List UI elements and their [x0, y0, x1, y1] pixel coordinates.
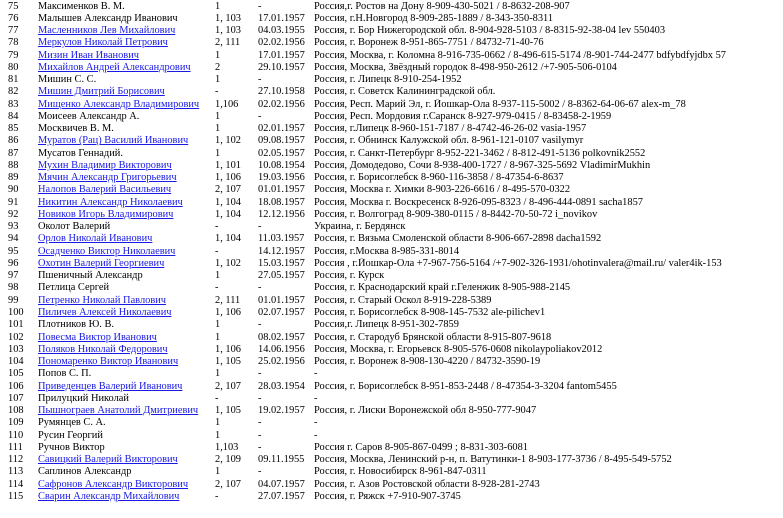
row-number: 111	[8, 441, 23, 453]
row-number: 93	[8, 221, 19, 233]
group-code: 1	[215, 123, 221, 135]
table-row	[0, 307, 783, 319]
row-number: 104	[8, 356, 24, 368]
row-number: 96	[8, 257, 19, 269]
birth-date: 27.10.1958	[258, 86, 305, 98]
group-code: -	[215, 221, 219, 233]
table-row	[0, 491, 783, 503]
birth-date: 15.03.1957	[258, 257, 305, 269]
contact-info: Россия г. Саров 8-905-867-0499 ; 8-831-303-6081	[314, 441, 528, 453]
row-number: 107	[8, 392, 24, 404]
birth-date: 27.07.1957	[258, 490, 305, 502]
table-row	[0, 184, 783, 196]
table-row	[0, 430, 783, 442]
birth-date: 02.02.1956	[258, 37, 305, 49]
table-row	[0, 221, 783, 233]
row-number: 113	[8, 466, 24, 478]
person-name: Мусатов Геннадий.	[38, 147, 123, 159]
birth-date: -	[258, 282, 262, 294]
row-number: 103	[8, 343, 24, 355]
group-code: 2, 111	[215, 37, 241, 49]
birth-date: -	[258, 417, 262, 429]
row-number: 97	[8, 270, 19, 282]
table-row	[0, 13, 783, 25]
table-row	[0, 246, 783, 258]
birth-date: 08.02.1957	[258, 331, 305, 343]
group-code: 1, 106	[215, 307, 241, 318]
table-row	[0, 405, 783, 417]
birth-date: 02.05.1957	[258, 147, 305, 159]
contact-info: Россия, Москва, Звёздный городок 8-498-950-2612 /+7-905-506-0104	[314, 61, 617, 73]
group-code: -	[215, 392, 219, 404]
person-name: Саплинов Александр	[38, 466, 132, 478]
contact-info: Россия, г. Борисоглебск 8-960-116-3858 / 8-47354-6-8637	[314, 172, 564, 184]
birth-date: 14.12.1957	[258, 245, 305, 257]
group-code: 1	[215, 49, 221, 61]
row-number: 76	[8, 12, 19, 24]
table-row	[0, 454, 783, 466]
table-row	[0, 62, 783, 74]
contact-info: Россия, г. Стародуб Брянской области 8-915-807-9618	[314, 331, 552, 343]
birth-date: 04.03.1955	[258, 25, 305, 37]
row-number: 115	[8, 490, 24, 502]
table-row	[0, 282, 783, 294]
table-row	[0, 99, 783, 111]
row-number: 84	[8, 110, 19, 122]
contact-info: Россия, г. Лиски Воронежской обл 8-950-777-9047	[314, 405, 537, 417]
row-number: 88	[8, 159, 19, 171]
contact-info: Россия, Москва, Ленинский р-н, п. Ватутинки-1 8-903-177-3736 / 8-495-549-5752	[314, 454, 672, 466]
birth-date: 28.03.1954	[258, 380, 305, 392]
contact-info: Россия, г. Волгоград 8-909-380-0115 / 8-8442-70-50-72 i_novikov	[314, 208, 598, 220]
row-number: 94	[8, 233, 19, 245]
row-number: 87	[8, 147, 19, 159]
birth-date: 02.01.1957	[258, 123, 305, 135]
table-row	[0, 258, 783, 270]
contact-info: Россия, Домодедово, Сочи 8-938-400-1727 / 8-967-325-5692 VladimirMukhin	[314, 159, 651, 171]
birth-date: 10.08.1954	[258, 159, 305, 171]
group-code: 1	[215, 368, 221, 380]
person-name: Плотников Ю. В.	[38, 319, 115, 331]
person-name-link[interactable]: Мишин Дмитрий Борисович	[38, 86, 165, 98]
contact-info: Россия, г. Азов Ростовской области 8-928-281-2743	[314, 478, 540, 490]
row-number: 98	[8, 282, 19, 294]
contact-info: Россия, Респ. Марий Эл, г. Йошкар-Ола 8-937-115-5002 / 8-8362-64-06-67 alex-m_78	[314, 98, 686, 110]
person-name-link[interactable]: Мизин Иван Иванович	[38, 49, 139, 61]
contact-info: Россия, г. Обнинск Калужской обл. 8-961-121-0107 vasilymyr	[314, 135, 584, 147]
birth-date: 04.07.1957	[258, 478, 305, 490]
contact-info: Россия, г. Воронеж 8-908-130-4220 / 84732-3590-19	[314, 356, 541, 368]
birth-date: 19.02.1957	[258, 405, 305, 417]
group-code: 1	[215, 319, 221, 331]
birth-date: 01.01.1957	[258, 294, 305, 306]
birth-date: -	[258, 441, 262, 453]
contact-info: Россия, г. Старый Оскол 8-919-228-5389	[314, 294, 492, 306]
table-row	[0, 332, 783, 344]
table-row	[0, 233, 783, 245]
birth-date: 01.01.1957	[258, 184, 305, 196]
row-number: 75	[8, 0, 19, 12]
person-name-link[interactable]: Охотин Валерий Георгиевич	[38, 257, 165, 269]
person-name: Прилуцкий Николай	[38, 392, 129, 404]
person-name-link[interactable]: Петренко Николай Павлович	[38, 294, 167, 306]
group-code: 1, 104	[215, 208, 241, 220]
group-code: 1, 106	[215, 343, 241, 355]
person-name: Русин Георгий	[38, 429, 103, 441]
group-code: 2, 107	[215, 380, 241, 392]
table-row	[0, 25, 783, 37]
person-name-link[interactable]: Муратов (Рац) Василий Иванович	[38, 135, 189, 147]
table-row	[0, 270, 783, 282]
group-code: 1,106	[215, 98, 239, 110]
table-row	[0, 295, 783, 307]
birth-date: 27.05.1957	[258, 270, 305, 282]
birth-date: 29.10.1957	[258, 61, 305, 73]
person-name-link[interactable]: Меркулов Николай Петрович	[38, 37, 168, 49]
group-code: 1, 103	[215, 25, 241, 37]
row-number: 81	[8, 74, 19, 86]
person-name-link[interactable]: Масленников Лев Михайлович	[38, 25, 176, 37]
person-name-link[interactable]: Пышнограев Анатолий Дмитриевич	[38, 405, 199, 417]
contact-info: Россия, г. Ряжск +7-910-907-3745	[314, 490, 461, 502]
group-code: 1, 105	[215, 356, 241, 368]
row-number: 80	[8, 61, 19, 73]
row-number: 112	[8, 454, 24, 466]
person-name: Москвичев В. М.	[38, 123, 114, 135]
person-name-link[interactable]: Савицкий Валерий Викторович	[38, 454, 178, 466]
person-name: Ручнов Виктор	[38, 441, 105, 453]
person-name-link[interactable]: Поляков Николай Федорович	[38, 343, 168, 355]
table-row	[0, 466, 783, 478]
birth-date: 25.02.1956	[258, 356, 305, 368]
row-number: 82	[8, 86, 19, 98]
group-code: 1	[215, 0, 221, 12]
table-row	[0, 172, 783, 184]
group-code: 1, 104	[215, 196, 241, 208]
row-number: 95	[8, 245, 19, 257]
table-row	[0, 319, 783, 331]
person-name-link[interactable]: Осадченко Виктор Николаевич	[38, 245, 176, 257]
person-name-link[interactable]: Сафронов Александр Викторович	[38, 478, 189, 490]
row-number: 110	[8, 429, 24, 441]
contact-info: Россия, г. Бор Нижегородской обл. 8-904-928-5103 / 8-8315-92-38-04 lev 550403	[314, 25, 666, 37]
contact-info: -	[314, 368, 318, 380]
table-row	[0, 160, 783, 172]
person-name-link[interactable]: Мячин Александр Григорьевич	[38, 172, 177, 184]
birth-date: -	[258, 0, 262, 12]
group-code: 1	[215, 331, 221, 343]
person-name: Максименков В. М.	[38, 0, 125, 12]
person-name-link[interactable]: Налопов Валерий Васильевич	[38, 184, 172, 196]
table-row	[0, 381, 783, 393]
row-number: 90	[8, 184, 19, 196]
birth-date: -	[258, 110, 262, 122]
person-name: Пшеничный Александр	[38, 270, 143, 282]
birth-date: 02.07.1957	[258, 307, 305, 318]
group-code: 1, 103	[215, 12, 241, 24]
row-number: 114	[8, 478, 24, 490]
group-code: 1	[215, 74, 221, 86]
row-number: 78	[8, 37, 19, 49]
row-number: 91	[8, 196, 19, 208]
row-number: 85	[8, 123, 19, 135]
table-row	[0, 344, 783, 356]
person-name-link[interactable]: Пономаренко Виктор Иванович	[38, 356, 179, 368]
contact-info: Россия , г.Йошкар-Ола +7-967-756-5164 /+7-902-326-1931/ohotinvalera@mail.ru/ valer4ik-153	[314, 257, 722, 269]
birth-date: -	[258, 221, 262, 233]
contact-info: Россия, г.Москва 8-985-331-8014	[314, 245, 460, 257]
birth-date: 09.11.1955	[258, 454, 305, 466]
contact-info: Россия, г.Н.Новгород 8-909-285-1889 / 8-343-350-8311	[314, 12, 554, 24]
contact-info: Россия, г.Липецк 8-960-151-7187 / 8-4742-46-26-02 vasia-1957	[314, 123, 587, 135]
person-name: Румянцев С. А.	[38, 417, 106, 429]
birth-date: 02.02.1956	[258, 98, 305, 110]
person-name: Мишин С. С.	[38, 74, 97, 86]
group-code: 2, 107	[215, 184, 241, 196]
table-row	[0, 442, 783, 454]
row-number: 89	[8, 172, 19, 184]
birth-date: -	[258, 466, 262, 478]
contact-info: -	[314, 392, 318, 404]
row-number: 86	[8, 135, 19, 147]
contact-info: Россия,г. Липецк 8-951-302-7859	[314, 319, 459, 331]
person-name-link[interactable]: Мухин Владимир Викторович	[38, 159, 172, 171]
person-name-link[interactable]: Никитин Александр Николаевич	[38, 196, 183, 208]
row-number: 109	[8, 417, 24, 429]
birth-date: -	[258, 429, 262, 441]
contact-info: Россия, Респ. Мордовия г.Саранск 8-927-979-0415 / 8-83458-2-1959	[314, 110, 612, 122]
row-number: 108	[8, 405, 24, 417]
table-row	[0, 1, 783, 13]
group-code: 1	[215, 147, 221, 159]
contact-info: Россия, г. Липецк 8-910-254-1952	[314, 74, 462, 86]
row-number: 106	[8, 380, 24, 392]
group-code: 2, 107	[215, 478, 241, 490]
group-code: 1, 101	[215, 159, 241, 171]
group-code: 1	[215, 417, 221, 429]
birth-date: 14.06.1956	[258, 343, 305, 355]
contact-info: Россия, г. Краснодарский край г.Геленжик 8-905-988-2145	[314, 282, 571, 294]
table-row	[0, 197, 783, 209]
birth-date: 17.01.1957	[258, 49, 305, 61]
table-row	[0, 50, 783, 62]
contact-info: Россия, Москва, г. Егорьевск 8-905-576-0608 nikolaypoliakov2012	[314, 343, 603, 355]
contact-info: Россия, г. Борисоглебск 8-908-145-7532 ale-pilichev1	[314, 307, 546, 318]
birth-date: -	[258, 319, 262, 331]
contact-info: Украина, г. Бердянск	[314, 221, 406, 233]
group-code: 1,103	[215, 441, 239, 453]
row-number: 101	[8, 319, 24, 331]
contact-info: Россия, г. Воронеж 8-951-865-7751 / 84732-71-40-76	[314, 37, 544, 49]
person-name-link[interactable]: Повесма Виктор Иванович	[38, 331, 157, 343]
group-code: 1, 104	[215, 233, 241, 245]
row-number: 77	[8, 25, 19, 37]
birth-date: 11.03.1957	[258, 233, 305, 245]
contact-info: Россия, Москва г. Воскресенск 8-926-095-8323 / 8-496-444-0891 sacha1857	[314, 196, 643, 208]
person-name-link[interactable]: Приведенцев Валерий Иванович	[38, 380, 183, 392]
person-name: Околот Валерий	[38, 221, 111, 233]
birth-date: -	[258, 392, 262, 404]
group-code: 1, 102	[215, 135, 241, 147]
group-code: -	[215, 490, 219, 502]
birth-date: 17.01.1957	[258, 12, 305, 24]
group-code: -	[215, 282, 219, 294]
person-name: Петлица Сергей	[38, 282, 110, 294]
person-name-link[interactable]: Орлов Николай Иванович	[38, 233, 153, 245]
contact-info: -	[314, 417, 318, 429]
row-number: 100	[8, 307, 24, 318]
contact-info: Россия, Москва, г. Коломна 8-916-735-0662 / 8-496-615-5174 /8-901-744-2477 bdfybdfyjdbx 57	[314, 49, 726, 61]
table-row	[0, 111, 783, 123]
person-name: Попов С. П.	[38, 368, 92, 380]
birth-date: -	[258, 368, 262, 380]
contact-info: Россия, г. Новосибирск 8-961-847-0311	[314, 466, 487, 478]
table-row	[0, 123, 783, 135]
person-name-link[interactable]: Михайлов Андрей Александрович	[38, 61, 191, 73]
table-row	[0, 368, 783, 380]
person-name: Малышев Александр Иванович	[38, 12, 178, 24]
row-number: 102	[8, 331, 24, 343]
row-number: 99	[8, 294, 19, 306]
table-row	[0, 135, 783, 147]
table-row	[0, 209, 783, 221]
person-name-link[interactable]: Пиличев Алексей Николаевич	[38, 307, 172, 318]
person-name-link[interactable]: Сварин Александр Михайлович	[38, 490, 180, 502]
table-row	[0, 393, 783, 405]
birth-date: -	[258, 74, 262, 86]
person-name-link[interactable]: Мищенко Александр Владимирович	[38, 98, 200, 110]
contact-info: Россия, г. Санкт-Петербург 8-952-221-3462 / 8-812-491-5136 polkovnik2552	[314, 147, 646, 159]
row-number: 79	[8, 49, 19, 61]
group-code: 1, 105	[215, 405, 241, 417]
birth-date: 18.08.1957	[258, 196, 305, 208]
contact-info: Россия,г. Ростов на Дону 8-909-430-5021 / 8-8632-208-907	[314, 0, 570, 12]
contact-info: Россия, г. Курск	[314, 270, 385, 282]
group-code: 2, 111	[215, 294, 241, 306]
group-code: 1, 106	[215, 172, 241, 184]
group-code: -	[215, 245, 219, 257]
group-code: 1, 102	[215, 257, 241, 269]
group-code: 2	[215, 61, 221, 73]
contact-info: Россия, г. Вязьма Смоленской области 8-906-667-2898 dacha1592	[314, 233, 602, 245]
group-code: 1	[215, 466, 221, 478]
row-number: 83	[8, 98, 19, 110]
person-name: Моисеев Александр А.	[38, 110, 140, 122]
table-row	[0, 479, 783, 491]
group-code: 2, 109	[215, 454, 241, 466]
group-code: -	[215, 86, 219, 98]
table-row	[0, 417, 783, 429]
row-number: 92	[8, 208, 19, 220]
person-name-link[interactable]: Новиков Игорь Владимирович	[38, 208, 174, 220]
group-code: 1	[215, 270, 221, 282]
group-code: 1	[215, 110, 221, 122]
table-row	[0, 86, 783, 98]
contact-info: -	[314, 429, 318, 441]
table-row	[0, 148, 783, 160]
birth-date: 12.12.1956	[258, 208, 305, 220]
birth-date: 19.03.1956	[258, 172, 305, 184]
table-row	[0, 37, 783, 49]
birth-date: 09.08.1957	[258, 135, 305, 147]
contact-info: Россия, г. Борисоглебск 8-951-853-2448 / 8-47354-3-3204 fantom5455	[314, 380, 617, 392]
row-number: 105	[8, 368, 24, 380]
group-code: 1	[215, 429, 221, 441]
contact-info: Россия, Москва г. Химки 8-903-226-6616 / 8-495-570-0322	[314, 184, 571, 196]
contact-info: Россия, г. Советск Калининградской обл.	[314, 86, 496, 98]
table-row	[0, 356, 783, 368]
table-row	[0, 74, 783, 86]
